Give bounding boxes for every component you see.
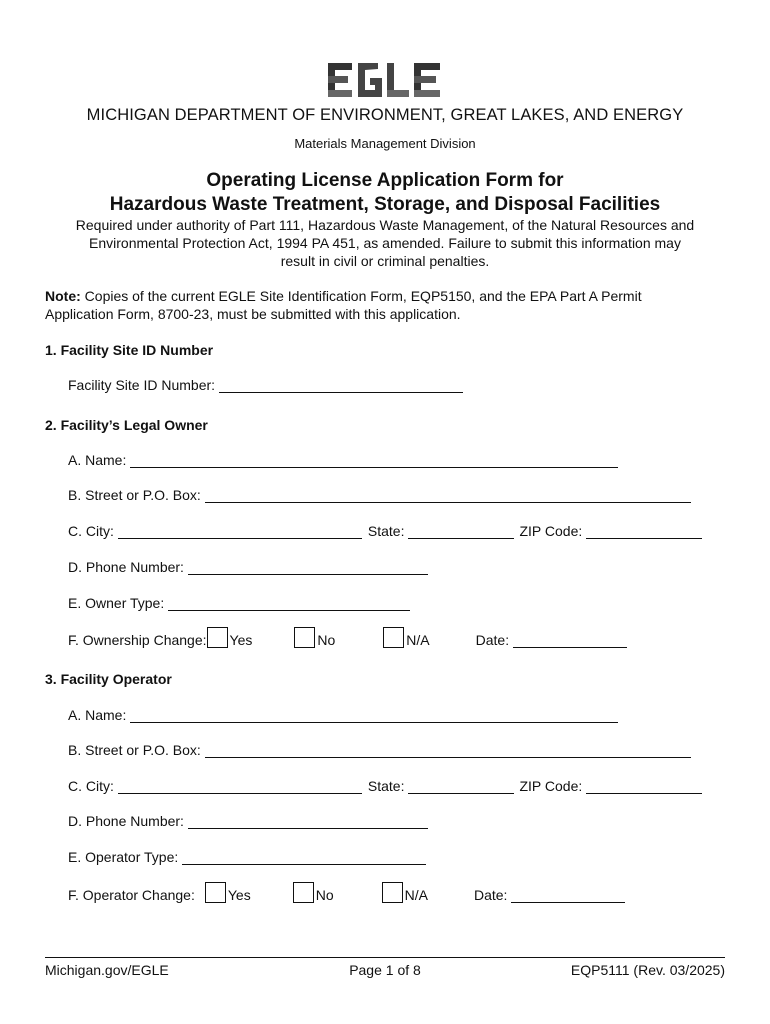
note-block xyxy=(45,287,735,323)
operator-zip-label: ZIP Code: xyxy=(519,778,583,794)
ownership-change-yes-label: Yes xyxy=(229,632,253,648)
operator-street-row xyxy=(68,742,691,758)
operator-change-date-field[interactable] xyxy=(511,888,625,903)
operator-change-na-label: N/A xyxy=(404,887,428,903)
ownership-change-no-label: No xyxy=(317,632,336,648)
owner-phone-field[interactable] xyxy=(188,560,428,575)
note-label: Note: xyxy=(45,288,81,304)
operator-zip-field[interactable] xyxy=(586,779,702,794)
owner-zip-field[interactable] xyxy=(586,524,702,539)
operator-state-label: State: xyxy=(367,778,405,794)
operator-state-field[interactable] xyxy=(408,779,514,794)
egle-logo xyxy=(328,60,443,100)
agency-name: MICHIGAN DEPARTMENT OF ENVIRONMENT, GREAT LAKES, AND ENERGY xyxy=(86,106,684,124)
authority-text xyxy=(0,216,770,270)
operator-phone-label: D. Phone Number: xyxy=(68,813,184,829)
operator-street-field[interactable] xyxy=(205,743,691,758)
section3-heading: 3. Facility Operator xyxy=(45,671,172,687)
owner-state-label: State: xyxy=(367,523,405,539)
site-id-row xyxy=(68,377,463,393)
operator-phone-field[interactable] xyxy=(188,814,428,829)
owner-type-label: E. Owner Type: xyxy=(68,595,165,611)
footer-page-number: Page 1 of 8 xyxy=(349,962,421,978)
site-id-field[interactable] xyxy=(219,378,463,393)
operator-name-row xyxy=(68,707,618,723)
operator-change-row xyxy=(68,882,625,903)
site-id-label: Facility Site ID Number: xyxy=(68,377,216,393)
footer-divider xyxy=(45,957,725,958)
owner-name-row xyxy=(68,452,618,468)
section1-heading: 1. Facility Site ID Number xyxy=(45,342,214,358)
operator-name-field[interactable] xyxy=(130,708,618,723)
ownership-change-na-checkbox[interactable] xyxy=(383,627,404,648)
operator-phone-row xyxy=(68,813,428,829)
ownership-change-no-checkbox[interactable] xyxy=(294,627,315,648)
operator-type-row xyxy=(68,849,426,865)
operator-city-field[interactable] xyxy=(118,779,362,794)
operator-type-field[interactable] xyxy=(182,850,426,865)
footer-form-id: EQP5111 (Rev. 03/2025) xyxy=(570,962,725,978)
operator-change-yes-label: Yes xyxy=(227,887,251,903)
operator-name-label: A. Name: xyxy=(68,707,127,723)
operator-change-label: F. Operator Change: xyxy=(68,887,195,903)
form-title-line2: Hazardous Waste Treatment, Storage, and Disposal Facilities xyxy=(109,194,661,215)
owner-street-row xyxy=(68,487,691,503)
authority-line1: Required under authority of Part 111, Hazardous Waste Management, of the Natural Resources and xyxy=(75,217,695,233)
footer-website: Michigan.gov/EGLE xyxy=(45,962,169,978)
owner-zip-label: ZIP Code: xyxy=(519,523,583,539)
owner-phone-label: D. Phone Number: xyxy=(68,559,184,575)
operator-city-row xyxy=(68,778,702,794)
form-title-line1: Operating License Application Form for xyxy=(206,170,564,191)
owner-name-label: A. Name: xyxy=(68,452,127,468)
authority-line3: result in civil or criminal penalties. xyxy=(280,253,490,269)
note-text-2: Application Form, 8700-23, must be submitted with this application. xyxy=(45,306,461,322)
owner-city-field[interactable] xyxy=(118,524,362,539)
owner-city-row xyxy=(68,523,702,539)
operator-type-label: E. Operator Type: xyxy=(68,849,179,865)
operator-change-no-checkbox[interactable] xyxy=(293,882,314,903)
authority-line2: Environmental Protection Act, 1994 PA 451, as amended. Failure to submit this information may xyxy=(89,235,681,251)
ownership-change-date-field[interactable] xyxy=(513,633,627,648)
owner-name-field[interactable] xyxy=(130,453,618,468)
division-name: Materials Management Division xyxy=(294,136,476,151)
ownership-change-yes-checkbox[interactable] xyxy=(207,627,228,648)
operator-change-date-label: Date: xyxy=(473,887,508,903)
owner-phone-row xyxy=(68,559,428,575)
operator-change-no-label: No xyxy=(315,887,334,903)
operator-change-na-checkbox[interactable] xyxy=(382,882,403,903)
operator-street-label: B. Street or P.O. Box: xyxy=(68,742,201,758)
ownership-change-date-label: Date: xyxy=(475,632,510,648)
owner-street-label: B. Street or P.O. Box: xyxy=(68,487,201,503)
ownership-change-na-label: N/A xyxy=(406,632,430,648)
form-title xyxy=(0,169,770,217)
operator-change-yes-checkbox[interactable] xyxy=(205,882,226,903)
owner-type-field[interactable] xyxy=(168,596,410,611)
ownership-change-row xyxy=(68,627,627,648)
owner-type-row xyxy=(68,595,410,611)
section2-heading: 2. Facility’s Legal Owner xyxy=(45,417,208,433)
owner-state-field[interactable] xyxy=(408,524,514,539)
operator-city-label: C. City: xyxy=(68,778,114,794)
note-text-1: Copies of the current EGLE Site Identification Form, EQP5150, and the EPA Part A Permit xyxy=(80,288,642,304)
owner-street-field[interactable] xyxy=(205,488,691,503)
ownership-change-label: F. Ownership Change: xyxy=(68,632,207,648)
owner-city-label: C. City: xyxy=(68,523,114,539)
